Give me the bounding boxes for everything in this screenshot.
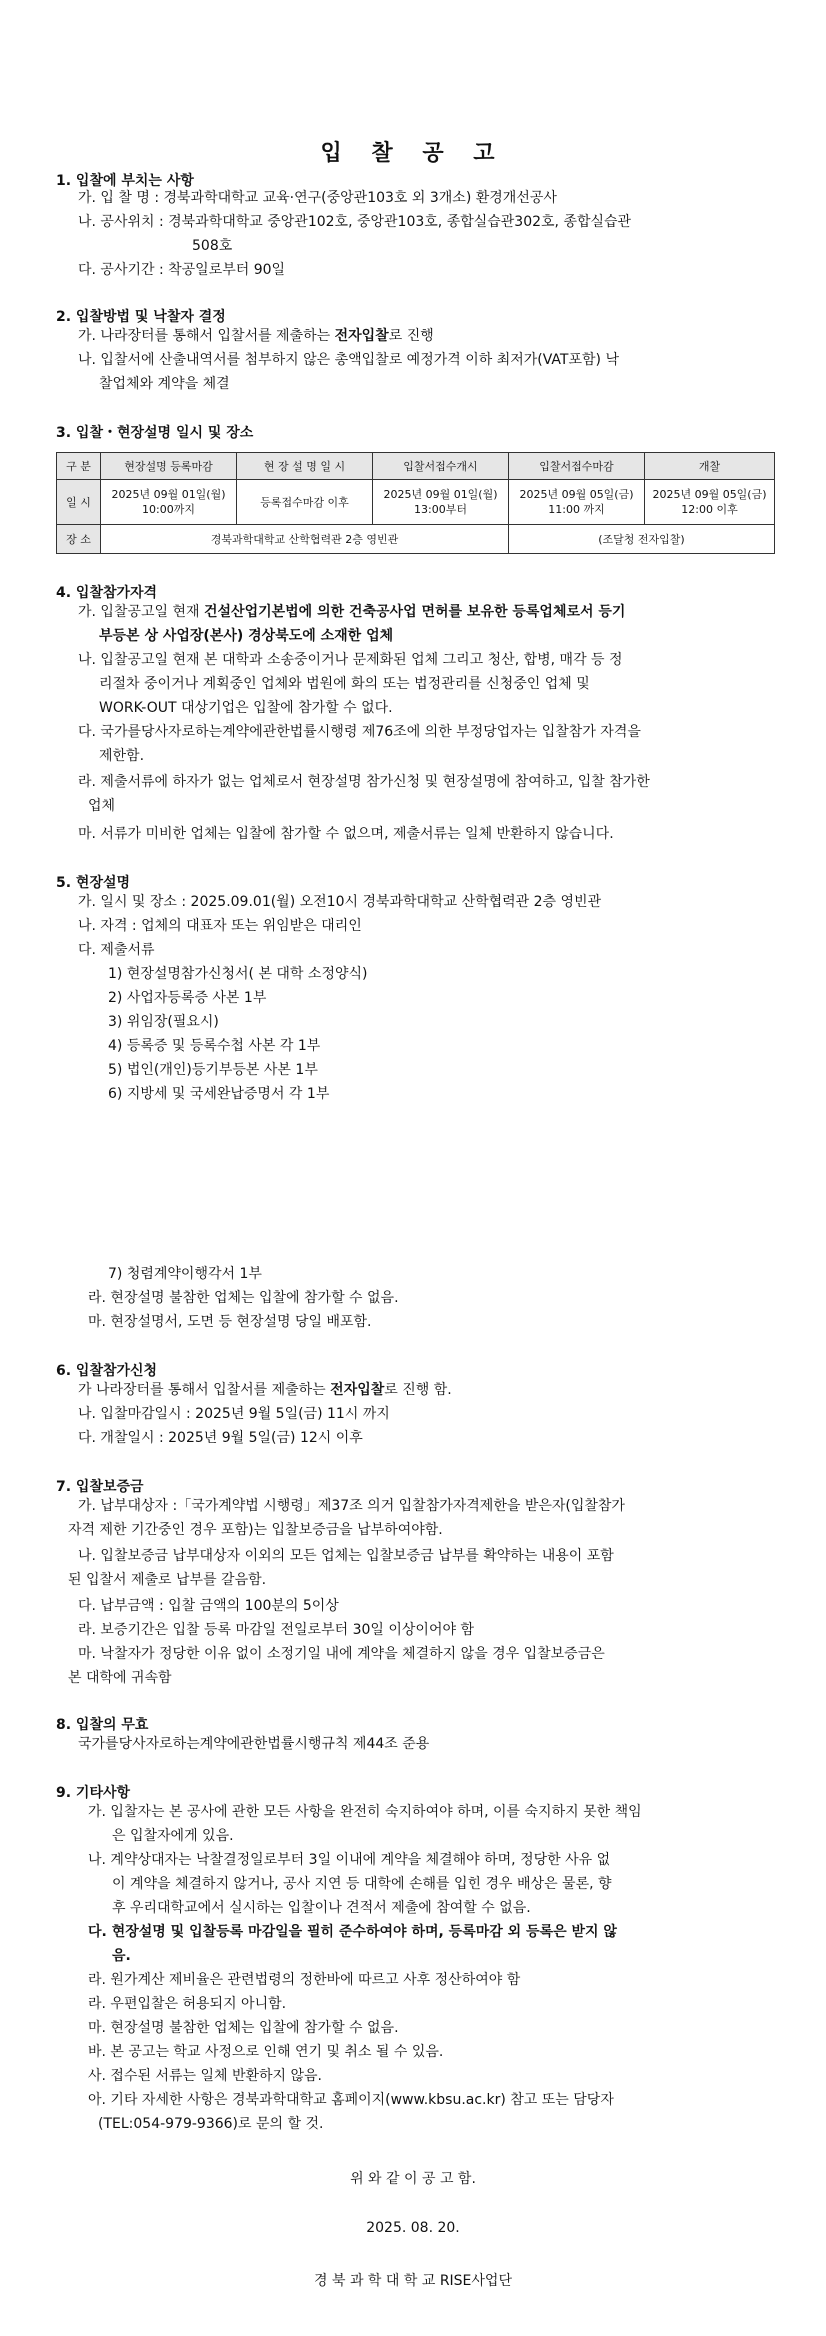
section-9-heading: 9. 기타사항: [56, 1785, 131, 1801]
s9-item-b-line3: 후 우리대학교에서 실시하는 입찰이나 견적서 제출에 참여할 수 없음.: [112, 1900, 531, 1916]
schedule-cell: 2025년 09월 01일(월) 10:00까지: [101, 480, 237, 525]
schedule-time-row: [57, 480, 775, 525]
s7-item-e-line1: 마. 낙찰자가 정당한 이유 없이 소정기일 내에 계약을 체결하지 않을 경우 입찰보증금은: [78, 1646, 605, 1662]
s9-item-c-line2: 음.: [112, 1948, 131, 1964]
section-2-heading: 2. 입찰방법 및 낙찰자 결정: [56, 309, 226, 325]
section-4-heading: 4. 입찰참가자격: [56, 585, 158, 601]
schedule-header-cell: 입찰서접수개시: [373, 453, 509, 480]
s7-item-b-line2: 된 입찰서 제출로 납부를 갈음함.: [68, 1572, 267, 1588]
s1-item-c: 다. 공사기간 : 착공일로부터 90일: [78, 262, 286, 278]
s9-item-b-line2: 이 계약을 체결하지 않거나, 공사 지연 등 대학에 손해를 입힌 경우 배상은 물론, 향: [112, 1876, 612, 1892]
schedule-place-row: [57, 525, 775, 554]
s4-item-c-line1: 다. 국가를당사자로하는계약에관한법률시행령 제76조에 의한 부정당업자는 입찰참가 자격을: [78, 724, 641, 740]
s9-item-h: 사. 접수된 서류는 일체 반환하지 않음.: [88, 2068, 323, 2084]
s2-item-a: 가. 나라장터를 통해서 입찰서를 제출하는 전자입찰로 진행: [78, 328, 434, 344]
schedule-header-row: [57, 453, 775, 480]
s5-doc-item: 1) 현장설명참가신청서( 본 대학 소정양식): [108, 966, 368, 982]
s5-item-b: 나. 자격 : 업체의 대표자 또는 위임받은 대리인: [78, 918, 362, 934]
s7-item-a-line2: 자격 제한 기간중인 경우 포함)는 입찰보증금을 납부하여야함.: [68, 1522, 443, 1538]
s4-item-b-line3: WORK-OUT 대상기업은 입찰에 참가할 수 없다.: [99, 700, 393, 716]
schedule-place-left: 경북과학대학교 산학협력관 2층 영빈관: [101, 525, 509, 554]
s6-item-c: 다. 개찰일시 : 2025년 9월 5일(금) 12시 이후: [78, 1430, 363, 1446]
schedule-header-cell: 현장설명 등록마감: [101, 453, 237, 480]
s9-item-g: 바. 본 공고는 학교 사정으로 인해 연기 및 취소 될 수 있음.: [88, 2044, 444, 2060]
s9-item-f: 마. 현장설명 불참한 업체는 입찰에 참가할 수 없음.: [88, 2020, 399, 2036]
schedule-place-right: (조달청 전자입찰): [509, 525, 775, 554]
section-3-heading: 3. 입찰・현장설명 일시 및 장소: [56, 425, 254, 441]
page-title: 입 찰 공 고: [320, 141, 506, 166]
s4-item-c-line2: 제한함.: [99, 748, 145, 764]
s5-item-c: 다. 제출서류: [78, 942, 155, 958]
s1-item-b-line2: 508호: [192, 238, 233, 254]
s7-item-b-line1: 나. 입찰보증금 납부대상자 이외의 모든 업체는 입찰보증금 납부를 확약하는 내용이 포함: [78, 1548, 614, 1564]
notice-date: 2025. 08. 20.: [366, 2220, 460, 2236]
s7-item-a-line1: 가. 납부대상자 :「국가계약법 시행령」제37조 의거 입찰참가자격제한을 받은자(입찰참가: [78, 1498, 625, 1514]
schedule-header-cell: 현 장 설 명 일 시: [237, 453, 373, 480]
schedule-row-label: 장 소: [57, 525, 101, 554]
s6-item-a: 가 나라장터를 통해서 입찰서를 제출하는 전자입찰로 진행 함.: [78, 1382, 452, 1398]
s4-item-b-line1: 나. 입찰공고일 현재 본 대학과 소송중이거나 문제화된 업체 그리고 청산, 합병, 매각 등 정: [78, 652, 623, 668]
issuer-name: 경 북 과 학 대 학 교 RISE사업단: [314, 2273, 512, 2289]
s5-doc-item: 3) 위임장(필요시): [108, 1014, 219, 1030]
s4-item-d-line1: 라. 제출서류에 하자가 없는 업체로서 현장설명 참가신청 및 현장설명에 참여하고, 입찰 참가한: [78, 774, 650, 790]
s5-doc-item-7: 7) 청렴계약이행각서 1부: [108, 1266, 262, 1282]
s1-item-b-line1: 나. 공사위치 : 경북과학대학교 중앙관102호, 중앙관103호, 종합실습관302호, 종합실습관: [78, 214, 632, 230]
s5-doc-item: 2) 사업자등록증 사본 1부: [108, 990, 267, 1006]
schedule-table: [56, 452, 775, 554]
section-6-heading: 6. 입찰참가신청: [56, 1363, 158, 1379]
s5-doc-item: 5) 법인(개인)등기부등본 사본 1부: [108, 1062, 318, 1078]
s9-item-i-line2: (TEL:054-979-9366)로 문의 할 것.: [98, 2116, 324, 2132]
schedule-cell: 등록접수마감 이후: [237, 480, 373, 525]
s7-item-e-line2: 본 대학에 귀속함: [68, 1670, 172, 1686]
s4-item-a-line2: 부등본 상 사업장(본사) 경상북도에 소재한 업체: [99, 628, 394, 644]
schedule-cell: 2025년 09월 05일(금) 11:00 까지: [509, 480, 645, 525]
schedule-cell: 2025년 09월 05일(금) 12:00 이후: [645, 480, 775, 525]
s5-item-e: 마. 현장설명서, 도면 등 현장설명 당일 배포함.: [88, 1314, 372, 1330]
s4-item-a-line1: 가. 입찰공고일 현재 건설산업기본법에 의한 건축공사업 면허를 보유한 등록업체로서 등기: [78, 604, 626, 620]
schedule-cell: 2025년 09월 01일(월) 13:00부터: [373, 480, 509, 525]
s7-item-d: 라. 보증기간은 입찰 등록 마감일 전일로부터 30일 이상이어야 함: [78, 1622, 474, 1638]
s9-item-c-line1: 다. 현장설명 및 입찰등록 마감일을 필히 준수하여야 하며, 등록마감 외 등록은 받지 않: [88, 1924, 617, 1940]
s7-item-c: 다. 납부금액 : 입찰 금액의 100분의 5이상: [78, 1598, 339, 1614]
section-7-heading: 7. 입찰보증금: [56, 1479, 144, 1495]
schedule-header-cell: 구 분: [57, 453, 101, 480]
s5-doc-item: 6) 지방세 및 국세완납증명서 각 1부: [108, 1086, 330, 1102]
s9-item-a-line2: 은 입찰자에게 있음.: [112, 1828, 234, 1844]
s8-item-a: 국가를당사자로하는계약에관한법률시행규칙 제44조 준용: [78, 1736, 430, 1752]
s5-doc-item: 4) 등록증 및 등록수첩 사본 각 1부: [108, 1038, 321, 1054]
schedule-header-cell: 개찰: [645, 453, 775, 480]
s9-item-d: 라. 원가계산 제비율은 관련법령의 정한바에 따르고 사후 정산하여야 함: [88, 1972, 521, 1988]
section-1-heading: 1. 입찰에 부치는 사항: [56, 173, 194, 189]
s6-item-b: 나. 입찰마감일시 : 2025년 9월 5일(금) 11시 까지: [78, 1406, 390, 1422]
s9-item-a-line1: 가. 입찰자는 본 공사에 관한 모든 사항을 완전히 숙지하여야 하며, 이를 숙지하지 못한 책임: [88, 1804, 642, 1820]
s4-item-e: 마. 서류가 미비한 업체는 입찰에 참가할 수 없으며, 제출서류는 일체 반환하지 않습니다.: [78, 826, 614, 842]
schedule-row-label: 일 시: [57, 480, 101, 525]
s9-item-b-line1: 나. 계약상대자는 낙찰결정일로부터 3일 이내에 계약을 체결해야 하며, 정당한 사유 없: [88, 1852, 611, 1868]
s5-item-d: 라. 현장설명 불참한 업체는 입찰에 참가할 수 없음.: [88, 1290, 399, 1306]
s2-item-b-line1: 나. 입찰서에 산출내역서를 첨부하지 않은 총액입찰로 예정가격 이하 최저가(VAT포함) 낙: [78, 352, 619, 368]
s4-item-b-line2: 리절차 중이거나 계획중인 업체와 법원에 화의 또는 법정관리를 신청중인 업체 및: [99, 676, 590, 692]
section-8-heading: 8. 입찰의 무효: [56, 1717, 149, 1733]
s9-item-e: 라. 우편입찰은 허용되지 아니함.: [88, 1996, 287, 2012]
s9-item-i-line1: 아. 기타 자세한 사항은 경북과학대학교 홈페이지(www.kbsu.ac.kr) 참고 또는 담당자: [88, 2092, 614, 2108]
s2-item-b-line2: 찰업체와 계약을 체결: [99, 376, 230, 392]
schedule-header-cell: 입찰서접수마감: [509, 453, 645, 480]
s4-item-d-line2: 업체: [88, 798, 116, 814]
s5-item-a: 가. 일시 및 장소 : 2025.09.01(월) 오전10시 경북과학대학교 산학협력관 2층 영빈관: [78, 894, 602, 910]
closing-statement: 위 와 같 이 공 고 함.: [350, 2171, 476, 2187]
s1-item-a: 가. 입 찰 명 : 경북과학대학교 교육·연구(중앙관103호 외 3개소) 환경개선공사: [78, 190, 557, 206]
section-5-heading: 5. 현장설명: [56, 875, 131, 891]
